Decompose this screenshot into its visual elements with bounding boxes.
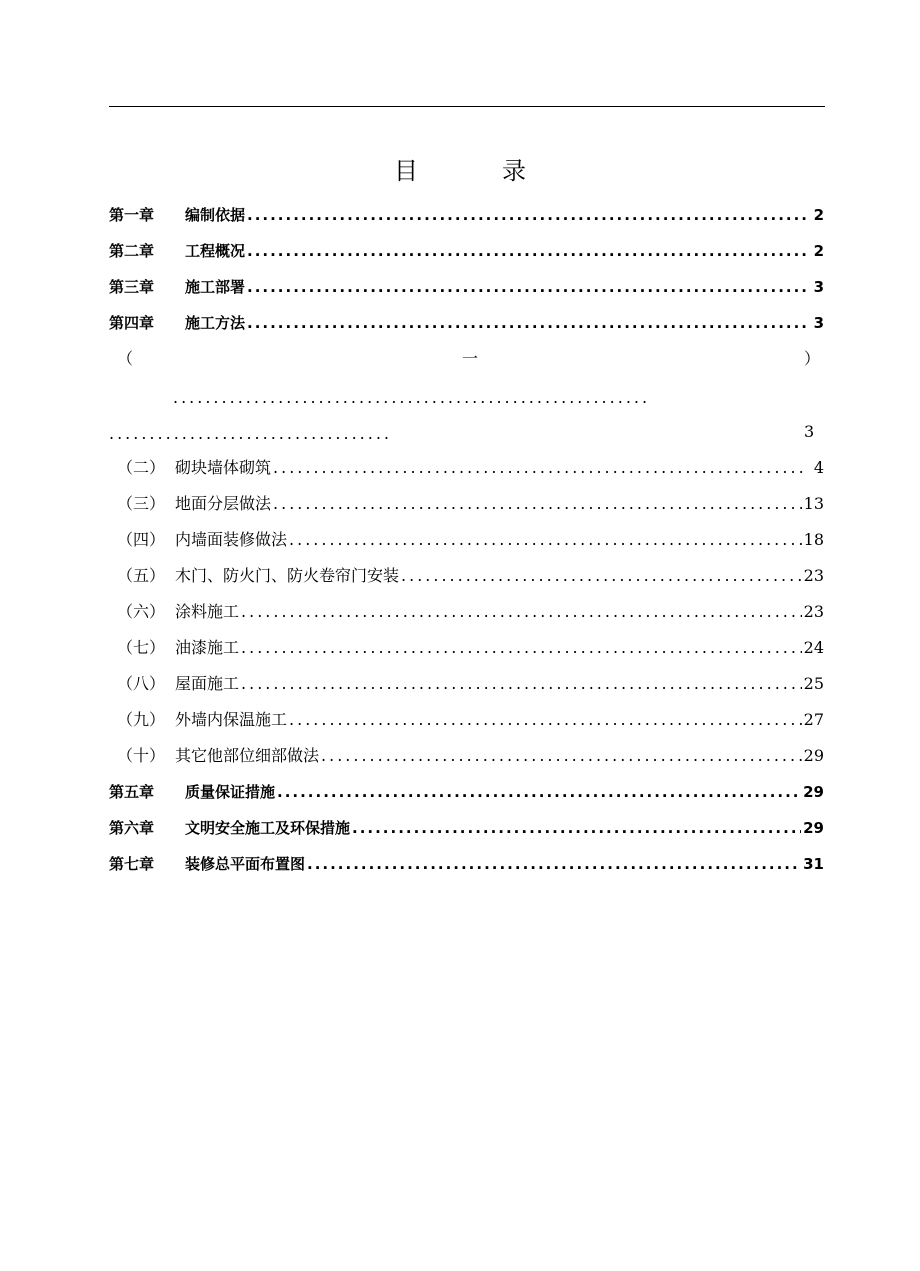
page-number: 3 (813, 278, 824, 296)
dot-leader (247, 203, 808, 227)
dot-leader (247, 275, 808, 299)
chapter-title: 装修总平面布置图 (185, 855, 306, 873)
chapter-title: 施工方法 (185, 314, 246, 332)
chapter-number: 第四章 (109, 314, 155, 332)
toc-entry-section-8[interactable] (117, 672, 824, 696)
close-paren: ） (803, 349, 820, 368)
page-number: 29 (803, 746, 824, 765)
section-title: 内墙面装修做法 (175, 530, 288, 549)
dot-leader (273, 456, 808, 480)
toc-entry-section-2[interactable] (117, 456, 824, 480)
page-number: 24 (803, 638, 824, 657)
section-number: （七） (117, 638, 166, 657)
page-number: 23 (803, 566, 824, 585)
dot-leader (247, 239, 808, 263)
section-number: （三） (117, 494, 166, 513)
dot-leader (289, 708, 802, 732)
dot-leader (273, 492, 802, 516)
chapter-title: 编制依据 (185, 206, 246, 224)
page-number: 13 (803, 494, 824, 513)
toc-entry-section-10[interactable] (117, 744, 824, 768)
toc-entry-chapter-1[interactable] (109, 203, 824, 227)
page-number: 18 (803, 530, 824, 549)
page-number: 29 (803, 783, 824, 801)
dot-leader (321, 744, 802, 768)
chapter-title: 文明安全施工及环保措施 (185, 819, 351, 837)
page-number: 23 (803, 602, 824, 621)
chapter-title: 施工部署 (185, 278, 246, 296)
dot-leader (247, 311, 808, 335)
dot-leader (241, 636, 802, 660)
page-number: 2 (813, 242, 824, 260)
toc-entry-chapter-4[interactable] (109, 311, 824, 335)
toc-entry-chapter-3[interactable] (109, 275, 824, 299)
section-title: 外墙内保温施工 (175, 710, 288, 729)
dot-leader (289, 528, 802, 552)
dot-leader (307, 852, 801, 876)
chapter-title: 质量保证措施 (185, 783, 276, 801)
toc-entry-chapter-7[interactable] (109, 852, 824, 876)
dot-leader (241, 600, 802, 624)
chapter-number: 第二章 (109, 242, 155, 260)
section-number: （二） (117, 458, 166, 477)
page-number: 31 (803, 855, 824, 873)
section-title: 涂料施工 (175, 602, 240, 621)
dot-leader (277, 780, 801, 804)
section-title: 油漆施工 (175, 638, 240, 657)
chapter-title: 工程概况 (185, 242, 246, 260)
section-title: 其它他部位细部做法 (175, 746, 320, 765)
dot-leader (401, 564, 802, 588)
section-number: （六） (117, 602, 166, 621)
section-number: （八） (117, 674, 166, 693)
toc-entry-section-3[interactable] (117, 492, 824, 516)
chapter-number: 第六章 (109, 819, 155, 837)
page-number: 3 (804, 422, 815, 441)
page-number: 27 (803, 710, 824, 729)
header-rule (109, 106, 825, 107)
chapter-number: 第一章 (109, 206, 155, 224)
page-number: 4 (813, 458, 824, 477)
toc-title: 目 录 (394, 157, 556, 185)
section-number: （四） (117, 530, 166, 549)
toc-entry-section-5[interactable] (117, 564, 824, 588)
chapter-number: 第七章 (109, 855, 155, 873)
page-number: 25 (803, 674, 824, 693)
section-title: 屋面施工 (175, 674, 240, 693)
toc-entry-chapter-5[interactable] (109, 780, 824, 804)
page-number: 29 (803, 819, 824, 837)
section-number: （五） (117, 566, 166, 585)
toc-entry-section-9[interactable] (117, 708, 824, 732)
toc-entry-chapter-6[interactable] (109, 816, 824, 840)
page-number: 2 (813, 206, 824, 224)
section-title: 砌块墙体砌筑 (175, 458, 272, 477)
dot-leader: ................................... (109, 424, 393, 443)
toc-entry-section-1[interactable] (117, 347, 824, 371)
section-number: 一 (462, 349, 479, 368)
section-title: 地面分层做法 (175, 494, 272, 513)
chapter-number: 第三章 (109, 278, 155, 296)
section-number: （十） (117, 746, 166, 765)
section-title: 木门、防火门、防火卷帘门安装 (175, 566, 400, 585)
dot-leader: ........................................................... (173, 388, 651, 407)
open-paren: （ (117, 349, 134, 368)
section-number: （九） (117, 710, 166, 729)
chapter-number: 第五章 (109, 783, 155, 801)
toc-entry-section-7[interactable] (117, 636, 824, 660)
toc-entry-section-6[interactable] (117, 600, 824, 624)
dot-leader (352, 816, 801, 840)
toc-entry-section-4[interactable] (117, 528, 824, 552)
dot-leader (241, 672, 802, 696)
page-number: 3 (813, 314, 824, 332)
toc-entry-chapter-2[interactable] (109, 239, 824, 263)
